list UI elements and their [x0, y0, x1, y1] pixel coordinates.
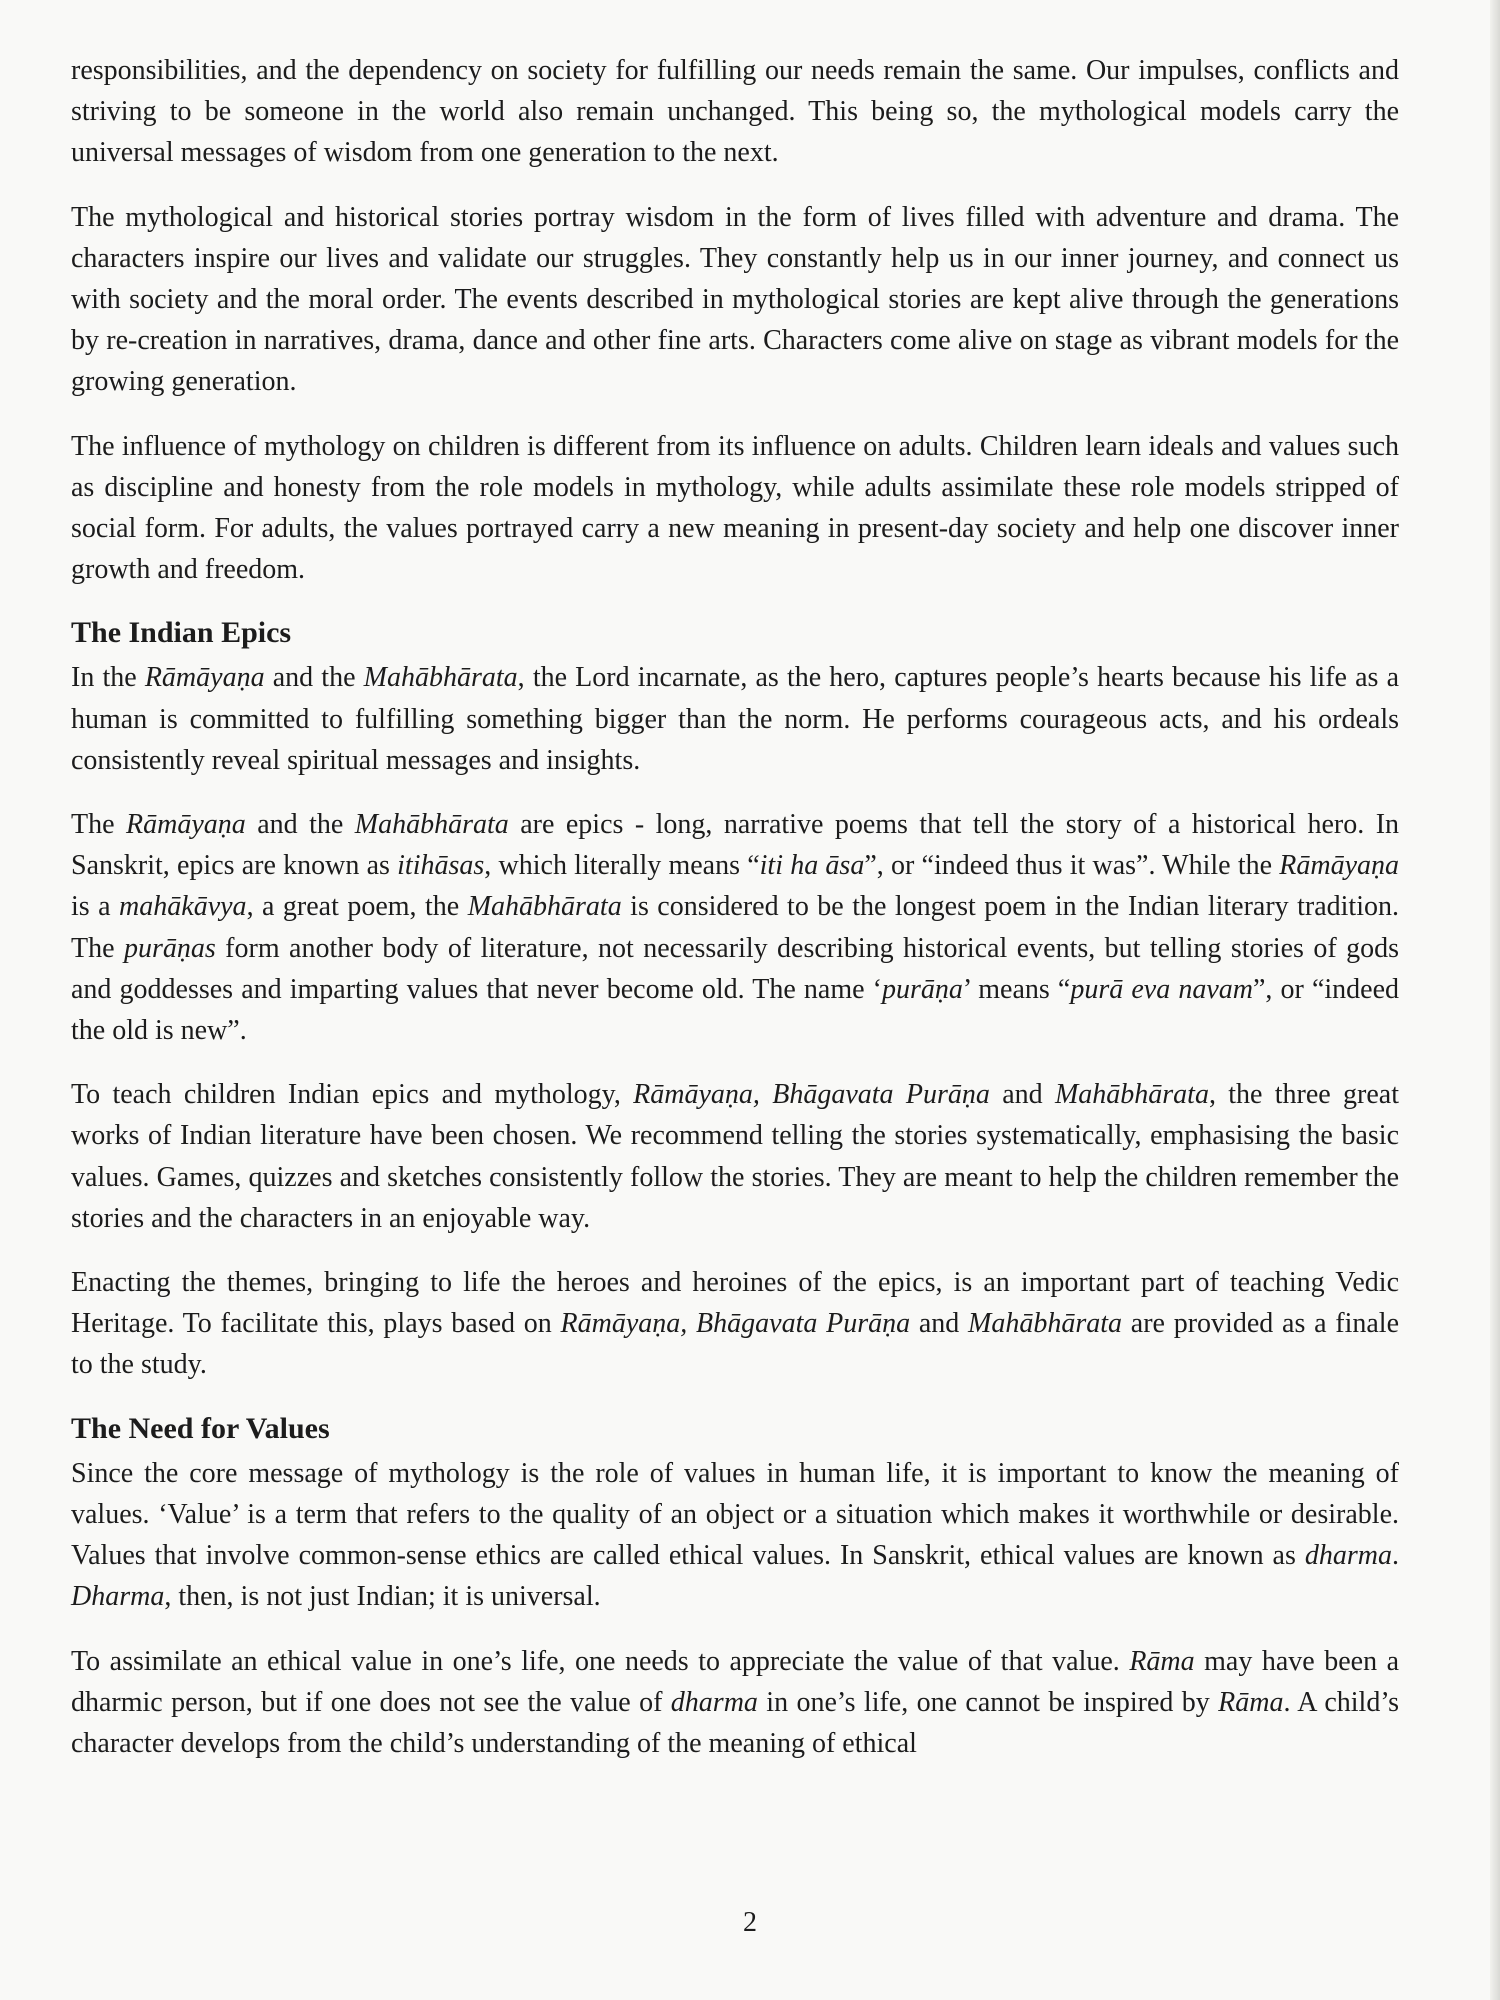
paragraph-enacting-themes: Enacting the themes, bringing to life the heroes and heroines of the epics, is an important part of teaching Vedic Heritage. To facilitate this, plays based on Rāmāyaṇa, Bhāgavata Purāṇa and Mahābhārata are provided as a finale to the study.	[71, 1267, 1400, 1381]
paragraph-epics-definition: The Rāmāyaṇa and the Mahābhārata are epics - long, narrative poems that tell the story of a historical hero. In Sanskrit, epics are known as itihāsas, which literally means “iti ha āsa”, or “indeed thus it was”. While the Rāmāyaṇa is a mahākāvya, a great poem, the Mahābhārata is considered to be the longest poem in the Indian literary tradition. The purāṇas form another body of literature, not necessarily describing historical events, but telling stories of gods and goddesses and imparting values that never become old. The name ‘purāṇa’ means “purā eva navam”, or “indeed the old is new”.	[71, 809, 1400, 1047]
page-edge-shadow	[1490, 0, 1500, 2000]
paragraph-stories-portray-wisdom: The mythological and historical stories portray wisdom in the form of lives filled with adventure and drama. The characters inspire our lives and validate our struggles. They constantly help us in our inner journey, and connect us with society and the moral order. The events described in mythological stories are kept alive through the generations by re-creation in narratives, drama, dance and other fine arts. Characters come alive on stage as vibrant models for the growing generation.	[71, 201, 1399, 398]
paragraph-assimilate-value: To assimilate an ethical value in one’s life, one needs to appreciate the value of that value. Rāma may have been a dharmic person, but if one does not see the value of dharma in one’s life, one cannot be inspired by Rāma. A child’s character develops from the child’s understanding of the meaning of ethical	[71, 1645, 1400, 1759]
paragraph-lord-incarnate: In the Rāmāyaṇa and the Mahābhārata, the Lord incarnate, as the hero, captures people’s hearts because his life as a human is committed to fulfilling something bigger than the norm. He performs courageous acts, and his ordeals consistently reveal spiritual messages and insights.	[71, 662, 1400, 776]
heading-indian-epics: The Indian Epics	[71, 616, 292, 650]
paragraph-meaning-of-values: Since the core message of mythology is the role of values in human life, it is important to know the meaning of values. ‘Value’ is a term that refers to the quality of an object or a situation which makes it worthwhile or desirable. Values that involve common-sense ethics are called ethical values. In Sanskrit, ethical values are known as dharma. Dharma, then, is not just Indian; it is universal.	[71, 1457, 1399, 1613]
paragraph-influence-on-children: The influence of mythology on children is different from its influence on adults. Children learn ideals and values such as discipline and honesty from the role models in mythology, while adults assimilate these role models stripped of social form. For adults, the values portrayed carry a new meaning in present-day society and help one discover inner growth and freedom.	[71, 430, 1399, 586]
paragraph-teach-children: To teach children Indian epics and mythology, Rāmāyaṇa, Bhāgavata Purāṇa and Mahābhārata, the three great works of Indian literature have been chosen. We recommend telling the stories systematically, emphasising the basic values. Games, quizzes and sketches consistently follow the stories. They are meant to help the children remember the stories and the characters in an enjoyable way.	[71, 1079, 1400, 1234]
paragraph-mythological-models: responsibilities, and the dependency on society for fulfilling our needs remain the same. Our impulses, conflicts and striving to be someone in the world also remain unchanged. This being so, the mythological models carry the universal messages of wisdom from one generation to the next.	[71, 55, 1399, 169]
page-content	[71, 50, 1399, 1787]
heading-need-for-values: The Need for Values	[71, 1411, 330, 1445]
page-number: 2	[743, 1907, 757, 1938]
